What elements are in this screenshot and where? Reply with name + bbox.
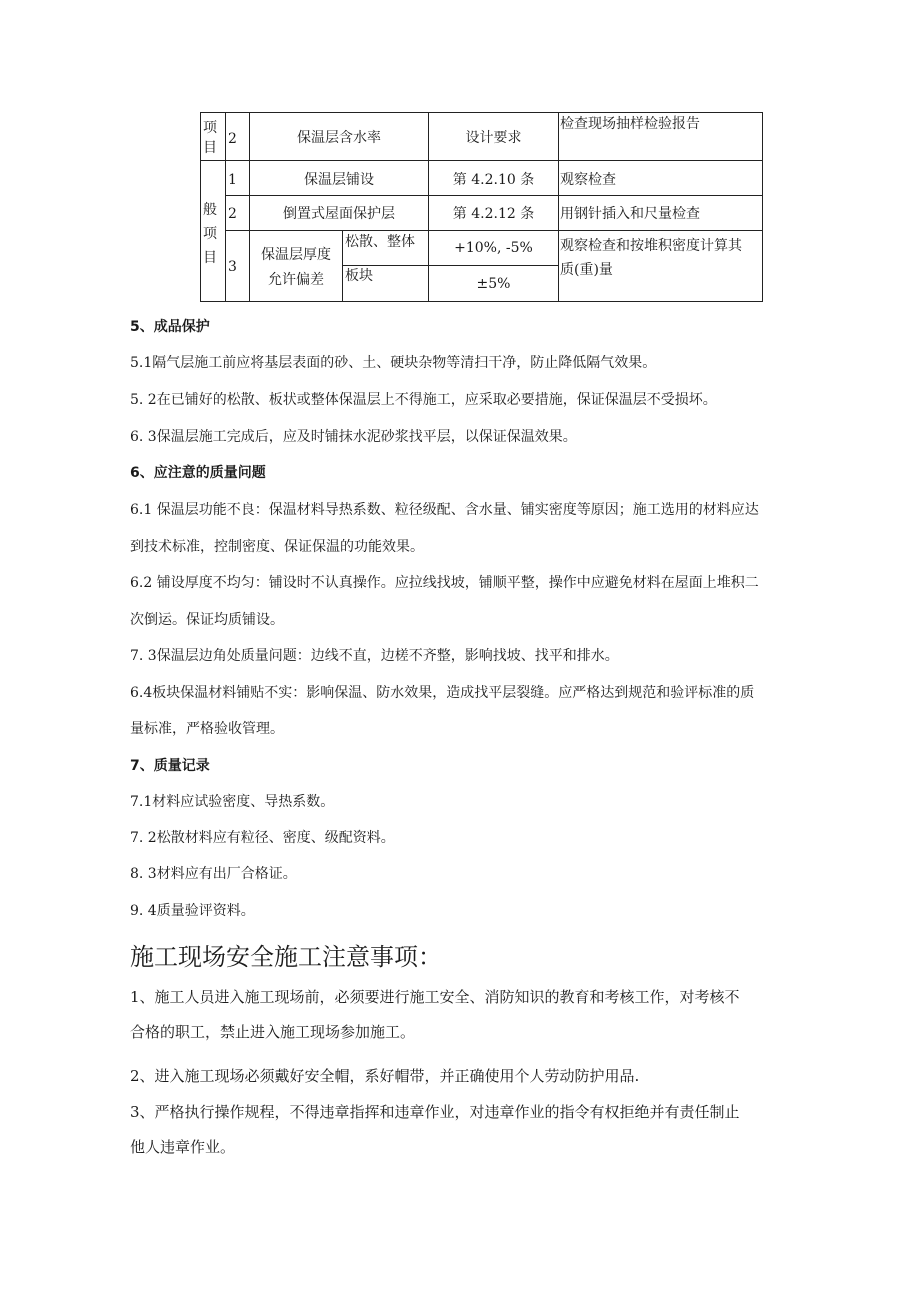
paragraph: 合格的职工，禁止进入施工现场参加施工。 [130, 1023, 416, 1041]
paragraph: 5.1隔气层施工前应将基层表面的砂、土、硬块杂物等清扫干净，防止降低隔气效果。 [130, 355, 657, 371]
sub-item-cell: 松散、整体 [345, 234, 415, 250]
paragraph: 6.2 铺设厚度不均匀：铺设时不认真操作。应拉线找坡，铺顺平整，操作中应避免材料在屋面上堆积二 [130, 575, 759, 591]
row-number: 3 [228, 259, 237, 275]
paragraph: 1、施工人员进入施工现场前，必须要进行施工安全、消防知识的教育和考核工作，对考核不 [130, 988, 740, 1006]
paragraph: 6.1 保温层功能不良：保温材料导热系数、粒径级配、含水量、铺实密度等原因；施工选用的材料应达 [130, 502, 759, 518]
paragraph: 3、严格执行操作规程，不得违章指挥和违章作业，对违章作业的指令有权拒绝并有责任制止 [130, 1103, 740, 1121]
method-cell-a: 观察检查和按堆积密度计算其 [560, 238, 742, 254]
standard-cell: 第 4.2.12 条 [452, 206, 535, 222]
row-number: 2 [228, 206, 237, 222]
inspection-table [200, 112, 763, 302]
category-cell-2a: 般 [203, 202, 217, 218]
section-heading: 7、质量记录 [130, 758, 210, 774]
category-cell-2c: 目 [203, 250, 217, 266]
paragraph: 次倒运。保证均质铺设。 [130, 612, 284, 628]
item-cell-a: 保温层厚度 [261, 247, 331, 263]
paragraph: 8. 3材料应有出厂合格证。 [130, 866, 297, 882]
method-cell: 观察检查 [560, 172, 616, 188]
tolerance-cell: ±5% [476, 276, 511, 292]
paragraph: 到技术标准，控制密度、保证保温的功能效果。 [130, 539, 424, 555]
paragraph: 他人违章作业。 [130, 1138, 236, 1156]
paragraph: 2、进入施工现场必须戴好安全帽，系好帽带，并正确使用个人劳动防护用品. [130, 1067, 640, 1085]
category-cell-2b: 项 [203, 226, 217, 242]
category-cell-1: 项 目 [203, 120, 217, 156]
paragraph: 9. 4质量验评资料。 [130, 903, 255, 919]
standard-cell: 设计要求 [465, 130, 522, 146]
paragraph: 7.1材料应试验密度、导热系数。 [130, 794, 335, 810]
row-number: 2 [228, 131, 237, 147]
method-cell: 用钢针插入和尺量检查 [560, 206, 700, 222]
method-cell-b: 质(重)量 [560, 262, 613, 278]
method-cell: 检查现场抽样检验报告 [560, 116, 700, 132]
item-cell: 保温层铺设 [304, 172, 374, 188]
standard-cell: 第 4.2.10 条 [452, 172, 535, 188]
paragraph: 7. 3保温层边角处质量问题：边线不直，边槎不齐整，影响找坡、找平和排水。 [130, 648, 619, 664]
paragraph: 量标准，严格验收管理。 [130, 721, 284, 737]
item-cell: 倒置式屋面保护层 [283, 206, 395, 222]
item-cell-b: 允许偏差 [268, 272, 324, 288]
paragraph: 7. 2松散材料应有粒径、密度、级配资料。 [130, 830, 395, 846]
section-heading: 5、成品保护 [130, 319, 210, 335]
row-number: 1 [228, 172, 237, 188]
tolerance-cell: +10%, -5% [454, 240, 533, 256]
item-cell: 保温层含水率 [297, 130, 381, 146]
section-heading: 6、应注意的质量问题 [130, 465, 266, 481]
paragraph: 6. 3保温层施工完成后，应及时铺抹水泥砂浆找平层，以保证保温效果。 [130, 429, 577, 445]
safety-title: 施工现场安全施工注意事项： [130, 943, 442, 971]
paragraph: 6.4板块保温材料铺贴不实：影响保温、防水效果，造成找平层裂缝。应严格达到规范和验评标准的质 [130, 685, 755, 701]
paragraph: 5. 2在已铺好的松散、板状或整体保温层上不得施工，应采取必要措施，保证保温层不受损坏。 [130, 392, 717, 408]
sub-item-cell: 板块 [345, 268, 373, 284]
